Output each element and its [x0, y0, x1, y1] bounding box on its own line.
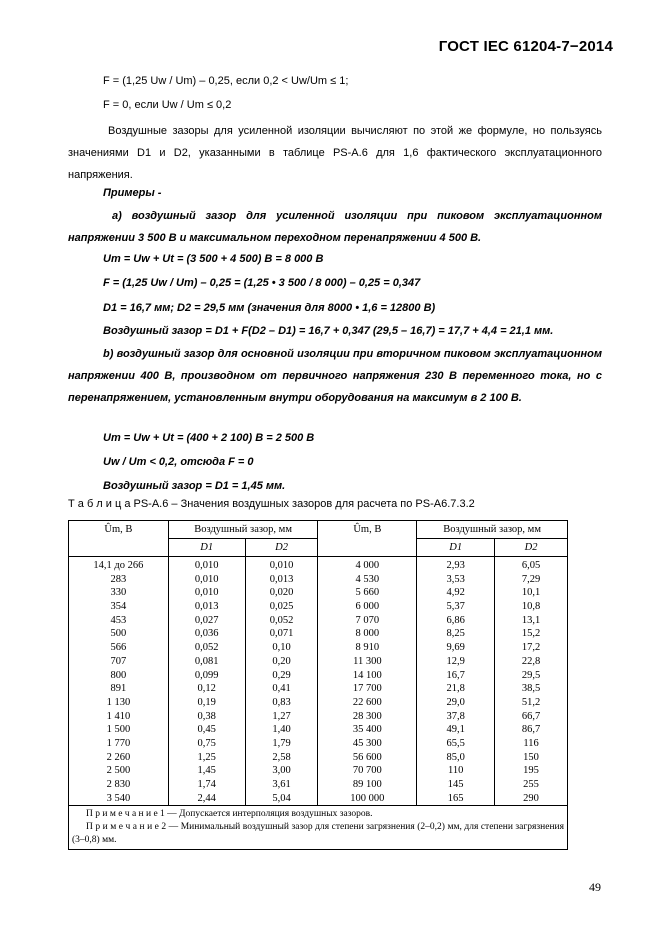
table-cell: 2,58	[272, 751, 291, 763]
table-caption: Т а б л и ц а PS-A.6 – Значения воздушных зазоров для расчета по PS-A6.7.3.2	[68, 498, 475, 510]
table-cell: 0,010	[194, 587, 219, 599]
table-cell: 0,013	[194, 601, 219, 613]
table-cell: 8,25	[446, 628, 465, 640]
table-cell: 16,7	[446, 669, 465, 681]
table-cell: 1 500	[106, 724, 131, 736]
table-cell: 1 410	[106, 710, 131, 722]
table-cell: 0,027	[194, 614, 219, 626]
example-a-text: а) воздушный зазор для усиленной изоляции при пиковом эксплуатационном напряжении 3 500 В и максимальном переходном перенапряжении 4 500 В.	[68, 210, 602, 244]
table-cell: 21,8	[446, 683, 465, 695]
table-cell: 49,1	[446, 724, 465, 736]
table-cell: 150	[523, 751, 539, 763]
table-cell: 2 500	[106, 765, 131, 777]
formula-f2: F = 0, если Uw / Um ≤ 0,2	[103, 99, 232, 111]
column-d1-right	[417, 557, 495, 806]
column-um-left	[69, 557, 169, 806]
table-cell: 0,081	[194, 655, 219, 667]
table-cell: 38,5	[521, 683, 541, 695]
table-cell: 35 400	[352, 724, 382, 736]
example-a-line2: F = (1,25 Uw / Um) – 0,25 = (1,25 • 3 500 / 8 000) – 0,25 = 0,347	[103, 277, 421, 289]
table-cell: 283	[110, 573, 127, 585]
table-cell: 9,69	[446, 642, 465, 654]
table-cell: 1,27	[272, 710, 291, 722]
table-cell: 22,8	[521, 655, 541, 667]
example-b-line3: Воздушный зазор = D1 = 1,45 мм.	[103, 480, 286, 492]
example-a-line4: Воздушный зазор = D1 + F(D2 – D1) = 16,7 + 0,347 (29,5 – 16,7) = 17,7 + 4,4 = 21,1 мм.	[103, 325, 554, 337]
table-cell: 37,8	[446, 710, 465, 722]
table-cell: 0,099	[194, 669, 219, 681]
table-cell: 8 910	[355, 642, 380, 654]
table-cell: 4 000	[355, 560, 380, 571]
table-cell: 195	[523, 765, 539, 777]
paragraph-reinforced: Воздушные зазоры для усиленной изоляции вычисляют по этой же формуле, но пользуясь значениями D1 и D2, указанными в таблице PS-A.6 для 1,6 фактического эксплуатационного напряжения.	[68, 125, 602, 181]
table-cell: 0,41	[272, 683, 291, 695]
table-cell: 110	[447, 765, 464, 777]
table-cell: 0,29	[272, 669, 291, 681]
header-d1-left: D1	[168, 539, 245, 557]
formula-f1: F = (1,25 Uw / Um) – 0,25, если 0,2 < Uw/Um ≤ 1;	[103, 75, 349, 87]
table-cell: 5,37	[446, 601, 465, 613]
examples-heading: Примеры -	[103, 187, 162, 199]
header-um-right: Ûm, В	[318, 521, 417, 557]
table-cell: 255	[523, 779, 539, 790]
table-cell: 6,86	[446, 614, 465, 626]
table-note-2: П р и м е ч а н и е 2 — Минимальный воздушный зазор для степени загрязнения (2–0,2) мм, для степени загрязнения (3–0,8) мм.	[72, 822, 564, 846]
example-a-line3: D1 = 16,7 мм; D2 = 29,5 мм (значения для 8000 • 1,6 = 12800 В)	[103, 302, 436, 314]
table-cell: 0,45	[197, 724, 216, 736]
table-cell: 85,0	[446, 751, 465, 763]
table-cell: 566	[110, 642, 127, 654]
table-cell: 145	[447, 779, 464, 790]
table-cell: 2 260	[106, 751, 131, 763]
table-cell: 1,40	[272, 724, 291, 736]
table-cell: 12,9	[446, 655, 465, 667]
table-cell: 100 000	[350, 792, 385, 804]
table-cell: 1,79	[272, 737, 291, 749]
table-cell: 86,7	[521, 724, 541, 736]
table-notes	[69, 806, 568, 850]
table-cell: 2,93	[446, 560, 465, 571]
column-d2-right	[495, 557, 568, 806]
table-cell: 11 300	[353, 655, 382, 667]
table-cell: 10,1	[521, 587, 541, 599]
document-header: ГОСТ IEC 61204-7−2014	[438, 38, 613, 55]
table-cell: 65,5	[446, 737, 465, 749]
table-cell: 0,38	[197, 710, 216, 722]
table-cell: 1,74	[197, 779, 216, 790]
table-cell: 354	[110, 601, 127, 613]
table-cell: 0,052	[194, 642, 219, 654]
table-cell: 51,2	[521, 696, 541, 708]
table-cell: 3,61	[272, 779, 291, 790]
table-cell: 4 530	[355, 573, 380, 585]
table-cell: 0,071	[269, 628, 294, 640]
table-cell: 707	[110, 655, 127, 667]
table-cell: 5,04	[272, 792, 291, 804]
table-cell: 3 540	[106, 792, 131, 804]
table-cell: 28 300	[352, 710, 382, 722]
table-cell: 800	[110, 669, 127, 681]
clearance-table	[68, 520, 568, 850]
table-cell: 0,013	[269, 573, 294, 585]
table-cell: 13,1	[521, 614, 541, 626]
table-cell: 0,83	[272, 696, 291, 708]
table-cell: 0,10	[272, 642, 291, 654]
table-cell: 453	[110, 614, 127, 626]
table-cell: 17,2	[521, 642, 541, 654]
table-cell: 17 700	[352, 683, 382, 695]
table-cell: 1,25	[197, 751, 216, 763]
table-cell: 5 660	[355, 587, 380, 599]
example-b-line2: Uw / Um < 0,2, отсюда F = 0	[103, 456, 254, 468]
column-um-right	[318, 557, 417, 806]
table-cell: 22 600	[352, 696, 382, 708]
table-cell: 56 600	[352, 751, 382, 763]
table-cell: 0,010	[194, 560, 219, 571]
header-gap-right: Воздушный зазор, мм	[417, 521, 568, 539]
table-cell: 3,53	[446, 573, 465, 585]
column-d1-left	[168, 557, 245, 806]
table-cell: 165	[447, 792, 464, 804]
table-cell: 1,45	[197, 765, 216, 777]
table-cell: 2 830	[106, 779, 131, 790]
table-cell: 70 700	[352, 765, 382, 777]
header-d2-right: D2	[495, 539, 568, 557]
table-cell: 3,00	[272, 765, 291, 777]
page-number: 49	[589, 880, 601, 894]
table-cell: 1 770	[106, 737, 131, 749]
table-cell: 7,29	[521, 573, 541, 585]
table-cell: 6,05	[521, 560, 541, 571]
table-cell: 0,025	[269, 601, 294, 613]
table-cell: 2,44	[197, 792, 216, 804]
table-cell: 89 100	[352, 779, 382, 790]
header-um-left: Ûm, В	[69, 521, 169, 557]
table-cell: 0,75	[197, 737, 216, 749]
table-cell: 15,2	[521, 628, 541, 640]
table-cell: 10,8	[521, 601, 541, 613]
table-cell: 891	[110, 683, 127, 695]
table-cell: 14 100	[352, 669, 382, 681]
column-d2-left	[245, 557, 318, 806]
table-cell: 0,19	[197, 696, 216, 708]
table-cell: 4,92	[446, 587, 465, 599]
table-note-1: П р и м е ч а н и е 1 — Допускается интерполяция воздушных зазоров.	[86, 809, 373, 820]
example-b-line1: Um = Uw + Ut = (400 + 2 100) В = 2 500 В	[103, 432, 315, 444]
table-cell: 7 070	[355, 614, 380, 626]
table-cell: 66,7	[521, 710, 541, 722]
table-cell: 330	[110, 587, 127, 599]
table-cell: 290	[523, 792, 539, 804]
table-cell: 14,1 до 266	[93, 560, 144, 571]
header-d2-left: D2	[245, 539, 318, 557]
table-cell: 0,12	[197, 683, 216, 695]
example-a-line1: Um = Uw + Ut = (3 500 + 4 500) В = 8 000 В	[103, 253, 324, 265]
table-cell: 116	[523, 737, 539, 749]
table-cell: 0,020	[269, 587, 294, 599]
example-b-text: b) воздушный зазор для основной изоляции при вторичном пиковом эксплуатационном напряжении 400 В, производном от первичного напряжения 230 В переменного тока, но с перенапряжением, установленным внутри оборудования на максимум в 2 100 В.	[68, 348, 602, 404]
table-cell: 500	[110, 628, 127, 640]
table-cell: 0,20	[272, 655, 291, 667]
table-cell: 1 130	[106, 696, 131, 708]
header-d1-right: D1	[417, 539, 495, 557]
table-cell: 45 300	[352, 737, 382, 749]
table-cell: 6 000	[355, 601, 380, 613]
table-cell: 0,036	[194, 628, 219, 640]
header-gap-left: Воздушный зазор, мм	[168, 521, 318, 539]
table-cell: 8 000	[355, 628, 380, 640]
table-cell: 0,010	[194, 573, 219, 585]
table-cell: 29,5	[521, 669, 541, 681]
table-cell: 0,010	[269, 560, 294, 571]
table-cell: 0,052	[269, 614, 294, 626]
table-cell: 29,0	[446, 696, 465, 708]
